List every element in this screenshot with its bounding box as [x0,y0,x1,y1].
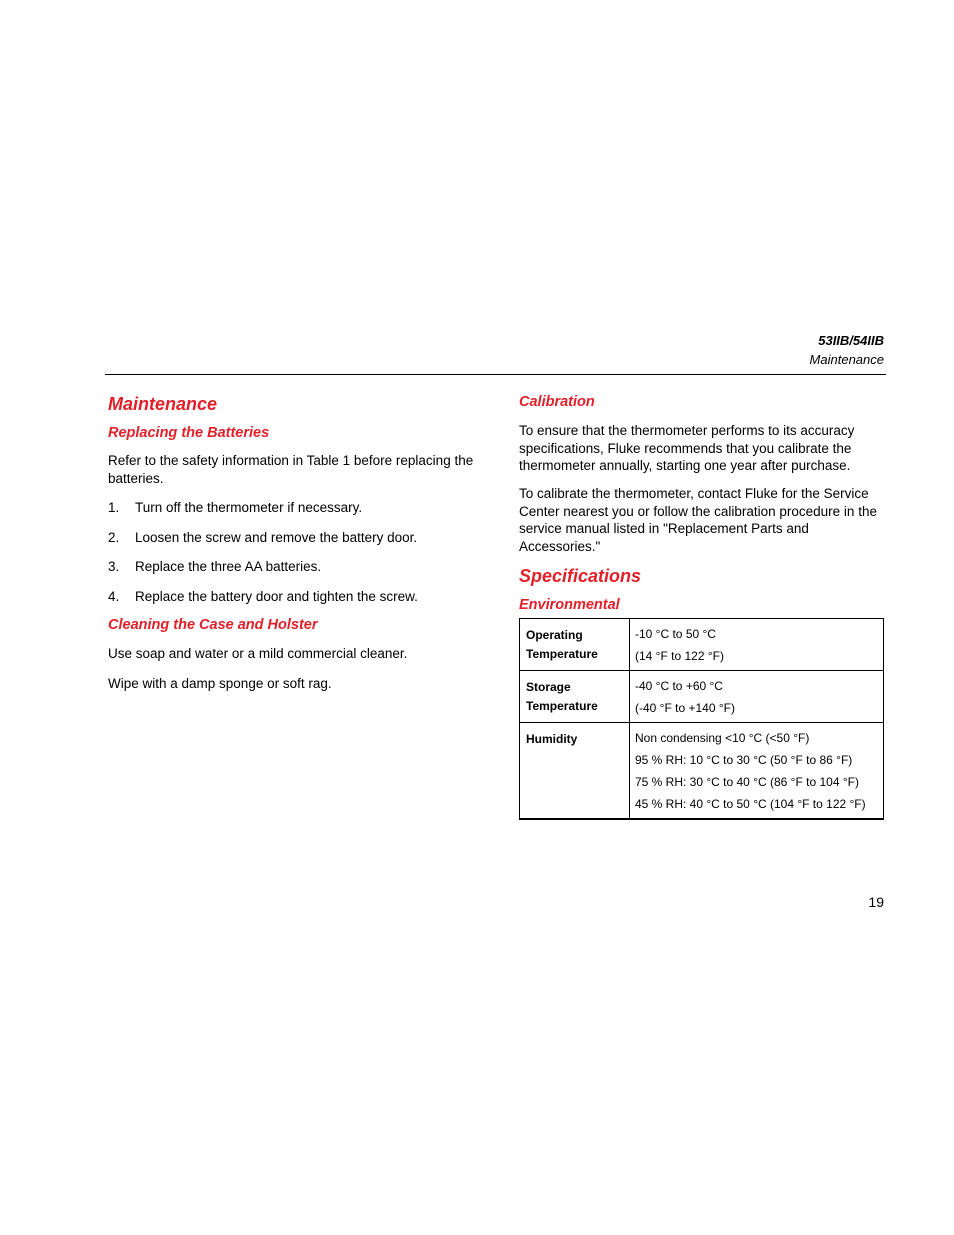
specifications-title: Specifications [519,566,642,586]
page-number: 19 [868,894,884,910]
step-text: Replace the three AA batteries. [135,559,322,574]
table-row [520,671,884,723]
spec-value [630,723,884,820]
spec-label [520,619,630,671]
batteries-intro: Refer to the safety information in Table 1 before replacing the batteries. [108,453,474,486]
header-rule [105,374,886,375]
replacing-batteries-heading: Replacing the Batteries [108,425,270,441]
spec-value-line: 75 % RH: 30 °C to 40 °C (86 °F to 104 °F) [635,775,859,789]
calibration-paragraph-2: To calibrate the thermometer, contact Fluke for the Service Center nearest you or follow the calibration procedure in the service manual listed in "Replacement Parts and Accessories." [519,486,877,554]
environmental-spec-table [519,618,884,820]
header-section: Maintenance [809,352,884,367]
spec-value-line: (-40 °F to +140 °F) [635,701,735,715]
step-text: Loosen the screw and remove the battery door. [135,530,418,545]
spec-label-line: Temperature [526,699,598,713]
spec-value [630,619,884,671]
spec-value-line: -10 °C to 50 °C [635,627,716,641]
spec-label-line: Temperature [526,647,598,661]
spec-value-line: Non condensing <10 °C (<50 °F) [635,731,810,745]
spec-label [520,671,630,723]
table-row [520,723,884,820]
cleaning-heading: Cleaning the Case and Holster [108,617,318,633]
step-text: Replace the battery door and tighten the screw. [135,589,418,604]
environmental-heading: Environmental [519,597,620,613]
calibration-heading: Calibration [519,394,595,410]
spec-value-line: (14 °F to 122 °F) [635,649,724,663]
spec-label-line: Humidity [526,732,578,746]
spec-value [630,671,884,723]
table-row [520,619,884,671]
spec-value-line: 95 % RH: 10 °C to 30 °C (50 °F to 86 °F) [635,753,853,767]
step-text: Turn off the thermometer if necessary. [135,500,363,515]
step-number: 3. [108,559,120,574]
spec-value-line: 45 % RH: 40 °C to 50 °C (104 °F to 122 °F) [635,797,866,811]
step-number: 2. [108,530,120,545]
header-model: 53IIB/54IIB [818,333,884,348]
cleaning-paragraph-1: Use soap and water or a mild commercial cleaner. [108,646,408,661]
step-number: 4. [108,589,120,604]
cleaning-paragraph-2: Wipe with a damp sponge or soft rag. [108,676,332,691]
spec-label [520,723,630,820]
maintenance-title: Maintenance [108,394,218,414]
spec-value-line: -40 °C to +60 °C [635,679,723,693]
calibration-paragraph-1: To ensure that the thermometer performs to its accuracy specifications, Fluke recommends that you calibrate the thermometer annually, starting one year after purchase. [519,423,855,473]
spec-label-line: Storage [526,680,571,694]
spec-label-line: Operating [526,628,583,642]
step-number: 1. [108,500,120,515]
